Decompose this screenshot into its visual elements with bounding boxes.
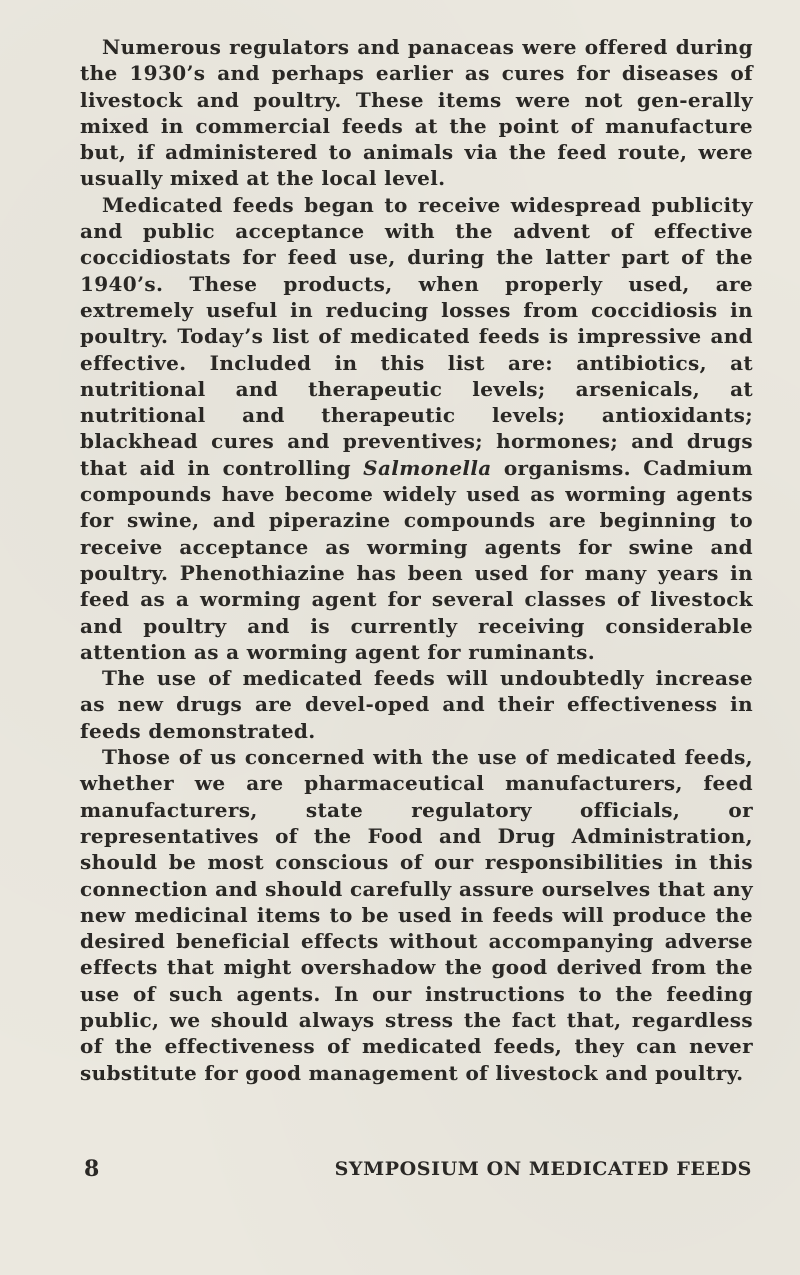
paragraph-regulators-panaceas: Numerous regulators and panaceas were offered during the 1930’s and perhaps earlier as cures for diseases of livestock and poultry. These items were not gen-erally mixed in commercial feeds at the point of manufacture but, if administered to animals via the feed route, were usually mixed at the local level. [80,35,753,191]
running-title: SYMPOSIUM ON MEDICATED FEEDS [334,1158,752,1180]
paragraph-responsibilities: Those of us concerned with the use of medicated feeds, whether we are pharmaceutical manufacturers, feed manufacturers, state regulatory officials, or representatives of the Food and Drug Administration, should be most conscious of our responsibilities in this connection and should carefully assure ourselves that any new medicinal items to be used in feeds will produce the desired beneficial effects without accompanying adverse effects that might overshadow the good derived from the use of such agents. In our instructions to the feeding public, we should always stress the fact that, regardless of the effectiveness of medicated feeds, they can never substitute for good management of livestock and poultry. [80,745,753,1085]
page-footer [0,1156,800,1196]
paragraph-increasing-use: The use of medicated feeds will undoubtedly increase as new drugs are devel-oped and their effectiveness in feeds demonstrated. [80,666,753,743]
italic-term-salmonella: Salmonella [363,455,492,480]
paragraph-text-part: organisms. Cadmium compounds have become widely used as worming agents for swine, and piperazine compounds are beginning to receive acceptance as worming agents for swine and poultry. Phenothiazine has been used for many years in feed as a worming agent for several classes of livestock and poultry and is currently receiving considerable attention as a worming agent for ruminants. [80,455,753,664]
page-number: 8 [84,1156,100,1182]
paragraph-medicated-feeds-publicity [80,192,753,665]
body-text [80,34,753,1086]
paragraph-text-part: Medicated feeds began to receive widespread publicity and public acceptance with the advent of effective coccidiostats for feed use, during the latter part of the 1940’s. These products, when properly used, are extremely useful in reducing losses from coccidiosis in poultry. Today’s list of medicated feeds is impressive and effective. Included in this list are: antibiotics, at nutritional and therapeutic levels; arsenicals, at nutritional and therapeutic levels; antioxidants; blackhead cures and preventives; hormones; and drugs that aid in controlling [80,192,753,480]
